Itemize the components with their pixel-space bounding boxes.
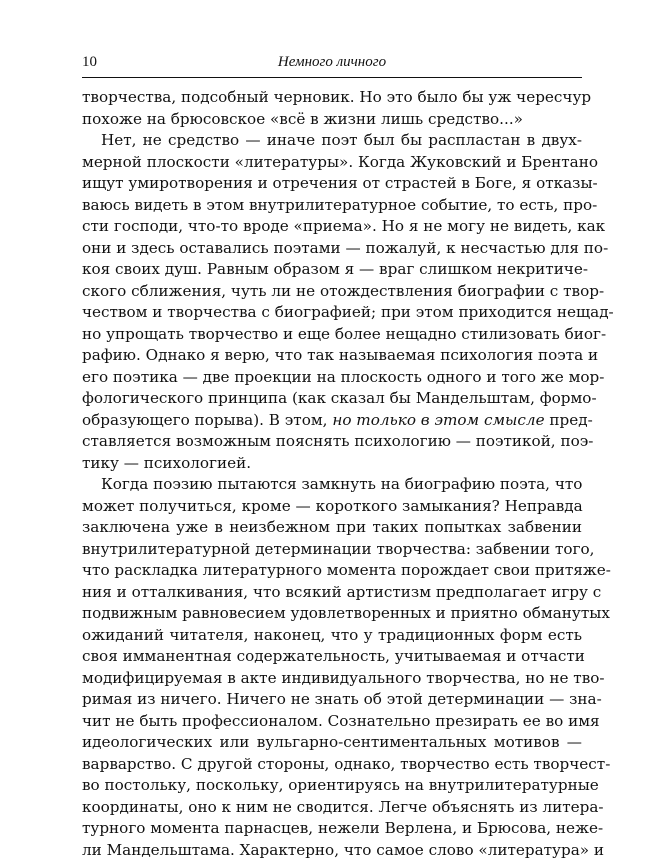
text-line: подвижным равновесием удовлетворенных и приятно обманутых bbox=[82, 603, 582, 625]
text-line: его поэтика — две проекции на плоскость одного и того же мор- bbox=[82, 367, 582, 389]
running-title: Немного личного bbox=[82, 54, 582, 71]
header-rule bbox=[82, 77, 582, 78]
emphasis-text: но только в этом смысле bbox=[332, 411, 544, 429]
text-line: заключена уже в неизбежном при таких попытках забвении bbox=[82, 517, 582, 539]
text-line: ли Мандельштама. Характерно, что самое слово «литература» и bbox=[82, 840, 582, 861]
text-line: во постольку, поскольку, ориентируясь на внутрилитературные bbox=[82, 775, 582, 797]
text-line: координаты, оно к ним не сводится. Легче объяснять из литера- bbox=[82, 797, 582, 819]
page-number: 10 bbox=[82, 54, 97, 71]
text-line: ищут умиротворения и отречения от страстей в Боге, я отказы- bbox=[82, 173, 582, 195]
text-line: чит не быть профессионалом. Сознательно презирать ее во имя bbox=[82, 711, 582, 733]
text-line: творчества, подсобный черновик. Но это было бы уж чересчур bbox=[82, 87, 582, 109]
text-line: фологического принципа (как сказал бы Мандельштам, формо- bbox=[82, 388, 582, 410]
text-line: Когда поэзию пытаются замкнуть на биографию поэта, что bbox=[82, 474, 582, 496]
text-line: рафию. Однако я верю, что так называемая психология поэта и bbox=[82, 345, 582, 367]
text-line: ния и отталкивания, что всякий артистизм предполагает игру с bbox=[82, 582, 582, 604]
text-line: турного момента парнасцев, нежели Верлена, и Брюсова, нежe- bbox=[82, 818, 582, 840]
text-line: чеством и творчества с биографией; при этом приходится нещад- bbox=[82, 302, 582, 324]
text-line: что раскладка литературного момента порождает свои притяже- bbox=[82, 560, 582, 582]
text-line: ваюсь видеть в этом внутрилитературное событие, то есть, про- bbox=[82, 195, 582, 217]
page-header bbox=[82, 52, 582, 74]
text-line: коя своих душ. Равным образом я — враг слишком некритиче- bbox=[82, 259, 582, 281]
text-line: тику — психологией. bbox=[82, 453, 582, 475]
text-line: образующего порыва). В этом, но только в этом смысле пред- bbox=[82, 410, 582, 432]
text-line: своя имманентная содержательность, учитываемая и отчасти bbox=[82, 646, 582, 668]
text-line: римая из ничего. Ничего не знать об этой детерминации — зна- bbox=[82, 689, 582, 711]
text-line: может получиться, кроме — короткого замыкания? Неправда bbox=[82, 496, 582, 518]
text-line: мерной плоскости «литературы». Когда Жуковский и Брентано bbox=[82, 152, 582, 174]
text-line: идеологических или вульгарно-сентиментальных мотивов — bbox=[82, 732, 582, 754]
text-line: похоже на брюсовское «всё в жизни лишь средство...» bbox=[82, 109, 582, 131]
text-line: внутрилитературной детерминации творчества: забвении того, bbox=[82, 539, 582, 561]
text-line: модифицируемая в акте индивидуального творчества, но не тво- bbox=[82, 668, 582, 690]
text-line: они и здесь оставались поэтами — пожалуй, к несчастью для по- bbox=[82, 238, 582, 260]
text-line: сти господи, что-то вроде «приема». Но я не могу не видеть, как bbox=[82, 216, 582, 238]
body-text bbox=[82, 87, 582, 861]
text-line: варварство. С другой стороны, однако, творчество есть творчест- bbox=[82, 754, 582, 776]
text-line: ставляется возможным пояснять психологию — поэтикой, поэ- bbox=[82, 431, 582, 453]
text-line: ожиданий читателя, наконец, что у традиционных форм есть bbox=[82, 625, 582, 647]
text-line: но упрощать творчество и еще более нещадно стилизовать биог- bbox=[82, 324, 582, 346]
text-line: ского сближения, чуть ли не отождествления биографии с твор- bbox=[82, 281, 582, 303]
text-line: Нет, не средство — иначе поэт был бы распластан в двух- bbox=[82, 130, 582, 152]
